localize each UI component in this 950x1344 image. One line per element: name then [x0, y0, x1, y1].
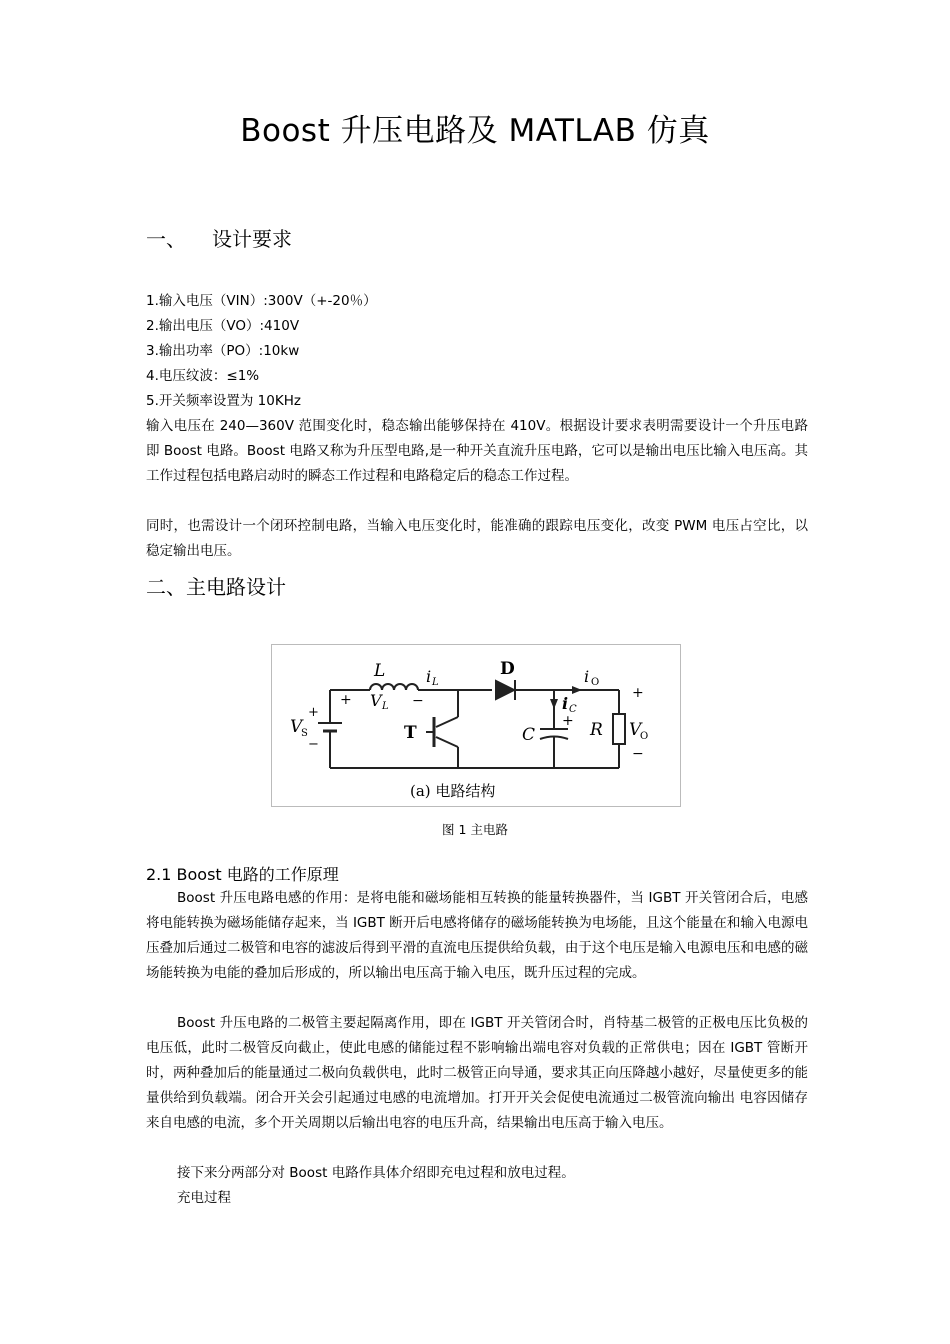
section-1-number: 一、: [146, 227, 186, 251]
label-Vo-sub: O: [640, 731, 649, 742]
circuit-figure: [271, 644, 681, 807]
label-VL: V: [370, 691, 382, 710]
label-iC: i: [562, 694, 569, 713]
label-D: D: [500, 659, 515, 679]
label-VL-sub: L: [382, 701, 389, 712]
document-title: Boost 升压电路及 MATLAB 仿真: [240, 113, 710, 149]
subsection-2-1-paragraph-3: 接下来分两部分对 Boost 电路作具体介绍即充电过程和放电过程。: [177, 1165, 575, 1181]
label-inductor-plus: +: [340, 692, 352, 708]
io-arrow-icon: [572, 686, 582, 694]
igbt-emitter: [436, 737, 458, 747]
label-T: T: [404, 723, 417, 743]
label-iC-sub: C: [569, 704, 577, 715]
section-1-title: 设计要求: [212, 227, 292, 251]
label-R: R: [590, 720, 603, 740]
requirement-2: 2.输出电压（VO）:410V: [146, 318, 300, 334]
circuit-caption: (a) 电路结构: [410, 782, 496, 800]
label-C: C: [522, 725, 536, 745]
requirement-4: 4.电压纹波：≤1%: [146, 368, 260, 384]
inductor-coil: [370, 684, 418, 690]
subsection-2-1-paragraph-4: 充电过程: [177, 1190, 231, 1206]
label-inductor-minus: −: [412, 693, 424, 709]
label-vo-plus: +: [632, 685, 644, 701]
label-Vs: V: [290, 717, 303, 737]
section-1-heading: [146, 223, 292, 252]
requirement-5: 5.开关频率设置为 10KHz: [146, 393, 301, 409]
subsection-2-1-paragraph-2: Boost 升压电路的二极管主要起隔离作用，即在 IGBT 开关管闭合时，肖特基二极管的正极电压比负极的电压低，此时二极管反向截止，使此电感的储能过程不影响输出端电容对负载的正常供电；因在 IGBT 管断开时，两种叠加后的能量通过二极向负载供电，此时二极管正向导通，要求其正向压降越小越好，尽量使更多的能量供给到负载端。闭合开关会引起通过电感的电流增加。打开开关会促使电流通过二极管流向输出 电容因储存来自电感的电流，多个开关周期以后输出电容的电压升高，结果输出电压高于输入电压。: [146, 1015, 808, 1131]
section-1-paragraph-2: 同时，也需设计一个闭环控制电路，当输入电压变化时，能准确的跟踪电压变化，改变 PWM 电压占空比，以稳定输出电压。: [146, 518, 808, 559]
label-Vs-sub: S: [301, 728, 308, 739]
section-1-paragraph-1: 输入电压在 240—360V 范围变化时，稳态输出能够保持在 410V。根据设计要求表明需要设计一个升压电路即 Boost 电路。Boost 电路又称为升压型电路,是一种开关直流升压电路，它可以是输出电压比输入电压高。其工作过程包括电路启动时的瞬态工作过程和电路稳定后的稳态工作过程。: [146, 418, 808, 484]
label-vs-minus: −: [308, 737, 319, 752]
label-iO: i: [584, 667, 590, 686]
label-iL: i: [426, 667, 432, 686]
label-L: L: [374, 661, 386, 681]
requirement-3: 3.输出功率（PO）:10kw: [146, 343, 300, 359]
figure-1-caption: 图 1 主电路: [442, 822, 508, 837]
label-cap-plus: +: [562, 713, 574, 729]
label-iO-sub: O: [591, 677, 600, 688]
ic-arrow-icon: [550, 699, 558, 709]
requirement-1: 1.输入电压（VIN）:300V（+-20％）: [146, 293, 377, 309]
subsection-2-1-paragraph-1: Boost 升压电路电感的作用：是将电能和磁场能相互转换的能量转换器件，当 IGBT 开关管闭合后，电感将电能转换为磁场能储存起来，当 IGBT 断开后电感将储存的磁场能转换为电场能，且这个能量在和输入电源电压叠加后通过二极管和电容的滤波后得到平滑的直流电压提供给负载，由于这个电压是输入电源电压和电感的磁场能转换为电能的叠加后形成的，所以输出电压高于输入电压，既升压过程的完成。: [146, 890, 808, 981]
label-vo-minus: −: [632, 746, 644, 762]
section-2-heading: 二、主电路设计: [146, 575, 286, 599]
label-iL-sub: L: [432, 677, 439, 688]
label-Vo: V: [629, 720, 642, 740]
igbt-collector: [436, 717, 458, 727]
subsection-2-1-title: 2.1 Boost 电路的工作原理: [146, 865, 339, 884]
resistor-body: [613, 714, 625, 744]
label-vs-plus: +: [308, 705, 319, 720]
diode-triangle: [496, 681, 514, 699]
boost-circuit-diagram: [272, 645, 680, 806]
